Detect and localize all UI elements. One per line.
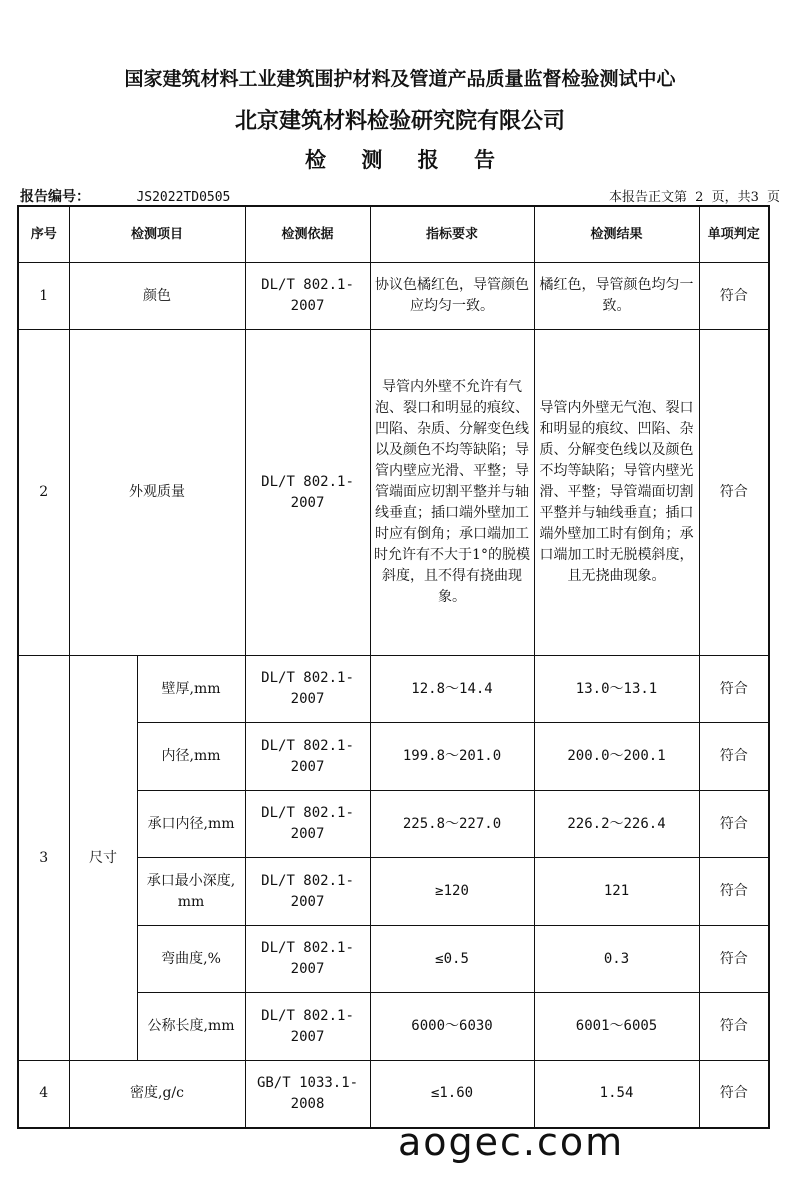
table-row: [18, 330, 769, 656]
requirement: 199.8～201.0: [370, 723, 534, 791]
report-number-value: JS2022TD0505: [136, 190, 231, 205]
test-basis: GB/T 1033.1-2008: [245, 1061, 370, 1128]
watermark-text: aogec.com: [398, 1120, 625, 1164]
inspection-center-name: 国家建筑材料工业建筑围护材料及管道产品质量监督检验测试中心: [124, 68, 676, 90]
verdict: 符合: [699, 791, 769, 858]
inspection-results-table: [17, 205, 770, 1129]
col-header-verdict: 单项判定: [699, 206, 769, 263]
requirement: [370, 263, 534, 330]
result: 1.54: [534, 1061, 699, 1128]
sub-item: 壁厚,mm: [137, 656, 245, 723]
col-header-result: 检测结果: [534, 206, 699, 263]
requirement: 12.8～14.4: [370, 656, 534, 723]
result: 200.0～200.1: [534, 723, 699, 791]
row-number: 1: [18, 263, 69, 330]
requirement-text: 协议色橘红色，导管颜色应均匀一致。: [375, 277, 530, 314]
document-title: 检 测 报 告: [305, 148, 509, 172]
result: 13.0～13.1: [534, 656, 699, 723]
result: 6001～6005: [534, 993, 699, 1061]
verdict: 符合: [699, 656, 769, 723]
test-basis: DL/T 802.1-2007: [245, 330, 370, 656]
sub-item: 内径,mm: [137, 723, 245, 791]
result: 226.2～226.4: [534, 791, 699, 858]
sub-item: [137, 858, 245, 926]
table-row: [18, 656, 769, 723]
sub-item-text: 承口最小深度,mm: [146, 872, 236, 910]
col-header-basis: 检测依据: [245, 206, 370, 263]
sub-item: 承口内径,mm: [137, 791, 245, 858]
requirement: ≤0.5: [370, 926, 534, 993]
row-number: 2: [18, 330, 69, 656]
requirement: 225.8～227.0: [370, 791, 534, 858]
test-basis: DL/T 802.1-2007: [245, 858, 370, 926]
verdict: 符合: [699, 858, 769, 926]
verdict: 符合: [699, 330, 769, 656]
requirement: ≥120: [370, 858, 534, 926]
result: 121: [534, 858, 699, 926]
col-header-requirement: 指标要求: [370, 206, 534, 263]
requirement: ≤1.60: [370, 1061, 534, 1128]
requirement-text: 导管内外壁不允许有气泡、裂口和明显的痕纹、凹陷、杂质、分解变色线以及颜色不均等缺陷；导管内壁应光滑、平整；导管端面应切割平整并与轴线垂直；插口端外壁加工时应有倒角；承口端加工时允许有不大于1°的脱模斜度，且不得有挠曲现象。: [374, 379, 530, 605]
result-text: 橘红色，导管颜色均匀一致。: [539, 277, 694, 314]
result: [534, 263, 699, 330]
sub-item: 公称长度,mm: [137, 993, 245, 1061]
result: [534, 330, 699, 656]
requirement: [370, 330, 534, 656]
verdict: 符合: [699, 993, 769, 1061]
verdict: 符合: [699, 926, 769, 993]
row-number: 3: [18, 656, 69, 1061]
page-info-suffix: 页: [766, 190, 780, 205]
sub-item: 弯曲度,%: [137, 926, 245, 993]
test-item: 尺寸: [69, 656, 137, 1061]
table-row: [18, 263, 769, 330]
table-header-row: [18, 206, 769, 263]
col-header-no: 序号: [18, 206, 69, 263]
test-basis: DL/T 802.1-2007: [245, 656, 370, 723]
test-item: 密度,g/c: [69, 1061, 245, 1128]
company-name: 北京建筑材料检验研究院有限公司: [234, 109, 565, 134]
page-info: [607, 186, 782, 205]
requirement: 6000～6030: [370, 993, 534, 1061]
verdict: 符合: [699, 723, 769, 791]
verdict: 符合: [699, 1061, 769, 1128]
row-number: 4: [18, 1061, 69, 1128]
test-basis: DL/T 802.1-2007: [245, 791, 370, 858]
test-basis: DL/T 802.1-2007: [245, 723, 370, 791]
test-basis: DL/T 802.1-2007: [245, 926, 370, 993]
test-basis: DL/T 802.1-2007: [245, 993, 370, 1061]
page-info-prefix: 本报告正文第: [608, 190, 687, 205]
test-item: 外观质量: [69, 330, 245, 656]
page-info-current: 2: [695, 190, 704, 205]
report-number: [20, 186, 230, 206]
report-number-label: 报告编号：: [20, 189, 90, 205]
page-info-middle: 页，共3: [711, 190, 759, 205]
test-basis: DL/T 802.1-2007: [245, 263, 370, 330]
test-item: 颜色: [69, 263, 245, 330]
col-header-item: 检测项目: [69, 206, 245, 263]
table-row: [18, 1061, 769, 1128]
result-text: 导管内外壁无气泡、裂口和明显的痕纹、凹陷、杂质、分解变色线以及颜色不均等缺陷；导管内壁光滑、平整；导管端面切割平整并与轴线垂直；插口端外壁加工时有倒角；承口端加工时无脱模斜度，且无挠曲现象。: [539, 400, 694, 584]
result: 0.3: [534, 926, 699, 993]
verdict: 符合: [699, 263, 769, 330]
